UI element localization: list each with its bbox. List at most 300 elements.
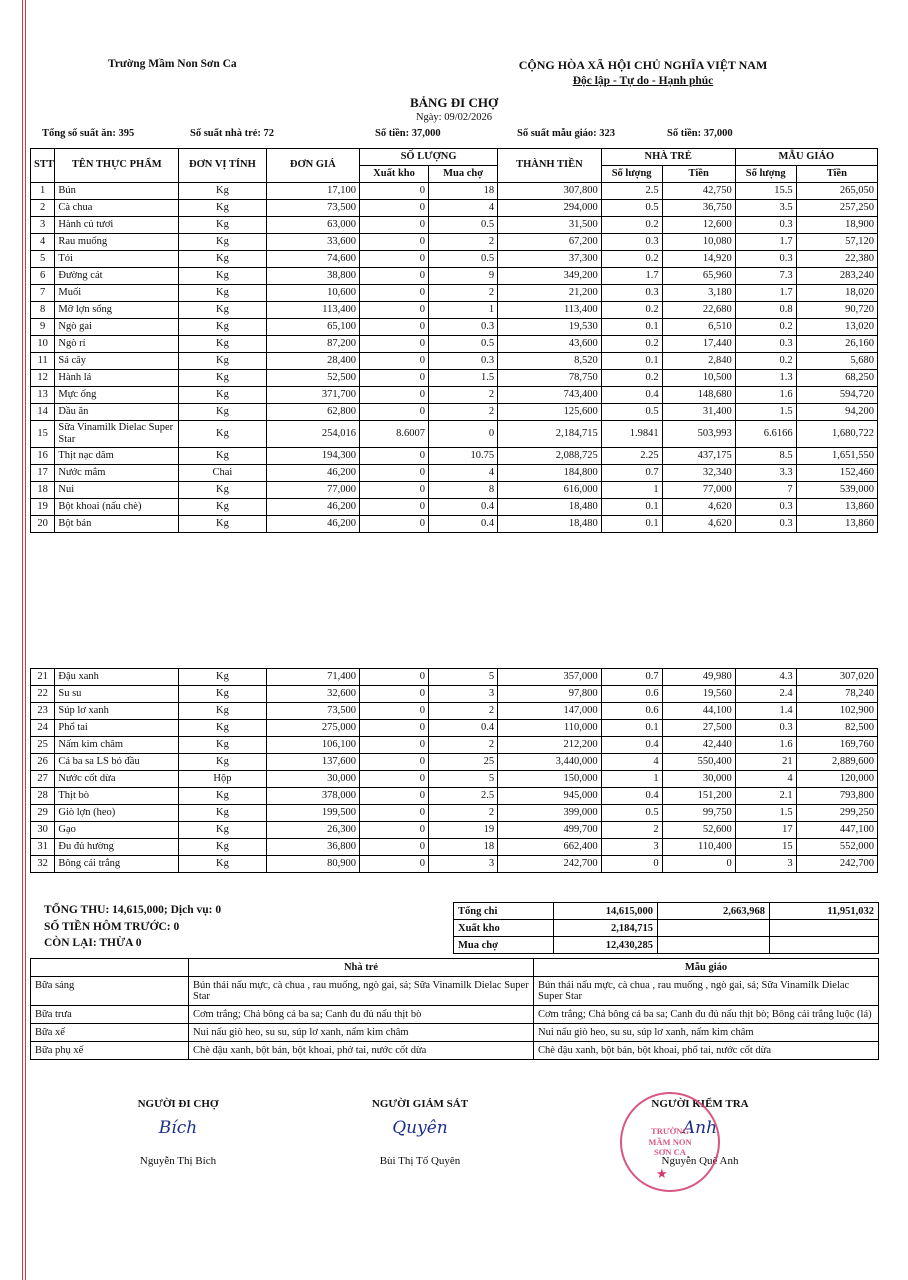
cell-unit: Kg xyxy=(179,839,266,856)
cell-qty-out: 0 xyxy=(360,788,429,805)
cell-amount: 43,600 xyxy=(498,336,602,353)
menu-row-kinder: Chè đậu xanh, bột bán, bột khoai, phổ tai, nước cốt dừa xyxy=(534,1042,879,1060)
signature-role-2: NGƯỜI GIÁM SÁT xyxy=(371,1098,469,1110)
cell-qty-out: 0 xyxy=(360,302,429,319)
cell-qty-out: 0 xyxy=(360,387,429,404)
totals-value-tongchi: 14,615,000 xyxy=(554,903,658,920)
cell-qty-buy: 25 xyxy=(429,754,498,771)
cell-kinder-money: 242,700 xyxy=(796,856,877,873)
cell-nursery-qty: 2.5 xyxy=(601,183,662,200)
stamp-line-3: SƠN CA xyxy=(654,1147,686,1158)
cell-stt: 32 xyxy=(31,856,55,873)
cell-qty-buy: 2 xyxy=(429,805,498,822)
cell-unit: Kg xyxy=(179,669,266,686)
cell-price: 71,400 xyxy=(266,669,359,686)
cell-nursery-qty: 0.7 xyxy=(601,669,662,686)
cell-kinder-money: 57,120 xyxy=(796,234,877,251)
signature-name-1: Nguyễn Thị Bích xyxy=(139,1155,217,1167)
menu-header-kinder: Mẫu giáo xyxy=(534,959,879,977)
cell-unit: Kg xyxy=(179,720,266,737)
table-row xyxy=(31,370,878,387)
cell-nursery-money: 42,440 xyxy=(662,737,735,754)
th-unit: ĐƠN VỊ TÍNH xyxy=(179,149,266,183)
cell-nursery-qty: 0.4 xyxy=(601,737,662,754)
cell-qty-buy: 8 xyxy=(429,482,498,499)
cell-nursery-money: 65,960 xyxy=(662,268,735,285)
cell-nursery-money: 12,600 xyxy=(662,217,735,234)
cell-unit: Kg xyxy=(179,856,266,873)
cell-nursery-money: 17,440 xyxy=(662,336,735,353)
cell-food-name: Bún xyxy=(55,183,179,200)
cell-qty-buy: 2.5 xyxy=(429,788,498,805)
signature-name-2: Bùi Thị Tố Quyên xyxy=(379,1155,461,1167)
cell-stt: 20 xyxy=(31,516,55,533)
cell-amount: 2,088,725 xyxy=(498,448,602,465)
table-row xyxy=(31,404,878,421)
cell-kinder-qty: 1.4 xyxy=(735,703,796,720)
table-row xyxy=(31,856,878,873)
cell-nursery-money: 99,750 xyxy=(662,805,735,822)
cell-qty-out: 0 xyxy=(360,754,429,771)
stamp-line-2: MẦM NON xyxy=(648,1136,692,1147)
cell-kinder-qty: 1.3 xyxy=(735,370,796,387)
cell-kinder-qty: 3.5 xyxy=(735,200,796,217)
th-nursery-group: NHÀ TRẺ xyxy=(601,149,735,166)
cell-kinder-qty: 2.4 xyxy=(735,686,796,703)
cell-kinder-money: 539,000 xyxy=(796,482,877,499)
menu-row-label: Bữa sáng xyxy=(31,977,189,1006)
cell-price: 46,200 xyxy=(266,465,359,482)
cell-qty-out: 0 xyxy=(360,465,429,482)
menu-row-kinder: Cơm trắng; Chả bông cá ba sa; Canh đu đủ nấu thịt bò; Bông cải trắng luộc (lá) xyxy=(534,1006,879,1024)
cell-qty-buy: 4 xyxy=(429,200,498,217)
cell-price: 87,200 xyxy=(266,336,359,353)
cell-kinder-money: 13,860 xyxy=(796,499,877,516)
menu-header-blank xyxy=(31,959,189,977)
cell-amount: 21,200 xyxy=(498,285,602,302)
menu-header-row xyxy=(31,959,879,977)
table-row xyxy=(31,686,878,703)
cell-kinder-qty: 1.5 xyxy=(735,404,796,421)
cell-amount: 3,440,000 xyxy=(498,754,602,771)
cell-qty-buy: 2 xyxy=(429,404,498,421)
cell-nursery-qty: 0.2 xyxy=(601,302,662,319)
cell-qty-out: 0 xyxy=(360,370,429,387)
cell-nursery-money: 2,840 xyxy=(662,353,735,370)
cell-nursery-money: 32,340 xyxy=(662,465,735,482)
cell-food-name: Bột khoai (nấu chè) xyxy=(55,499,179,516)
cell-qty-out: 0 xyxy=(360,805,429,822)
cell-price: 73,500 xyxy=(266,703,359,720)
cell-stt: 2 xyxy=(31,200,55,217)
cell-qty-out: 0 xyxy=(360,482,429,499)
cell-kinder-qty: 4.3 xyxy=(735,669,796,686)
cell-food-name: Phổ tai xyxy=(55,720,179,737)
cell-nursery-money: 22,680 xyxy=(662,302,735,319)
school-name: Trường Mầm Non Sơn Ca xyxy=(108,58,237,70)
cell-price: 275,000 xyxy=(266,720,359,737)
cell-qty-buy: 0.4 xyxy=(429,516,498,533)
left-margin-rule xyxy=(22,0,23,1280)
cell-nursery-money: 36,750 xyxy=(662,200,735,217)
cell-food-name: Sữa Vinamilk Dielac Super Star xyxy=(55,421,179,448)
cell-kinder-money: 257,250 xyxy=(796,200,877,217)
cell-stt: 25 xyxy=(31,737,55,754)
cell-food-name: Bột bán xyxy=(55,516,179,533)
cell-qty-out: 0 xyxy=(360,720,429,737)
cell-qty-out: 0 xyxy=(360,686,429,703)
table-row xyxy=(31,217,878,234)
cell-qty-buy: 2 xyxy=(429,234,498,251)
cell-nursery-qty: 0.2 xyxy=(601,336,662,353)
table-row xyxy=(31,805,878,822)
cell-qty-buy: 0.3 xyxy=(429,353,498,370)
cell-kinder-qty: 0.3 xyxy=(735,336,796,353)
summary-kinder-meals: Số suất mẫu giáo: 323 xyxy=(517,128,616,139)
table-row xyxy=(31,387,878,404)
cell-food-name: Ngò gai xyxy=(55,319,179,336)
previous-day-money: SỐ TIỀN HÔM TRƯỚC: 0 xyxy=(44,920,180,933)
cell-food-name: Cà chua xyxy=(55,200,179,217)
th-kinder-group: MẪU GIÁO xyxy=(735,149,877,166)
summary-nursery-meals: Số suất nhà trẻ: 72 xyxy=(190,128,275,139)
cell-price: 28,400 xyxy=(266,353,359,370)
cell-amount: 662,400 xyxy=(498,839,602,856)
table-row xyxy=(31,839,878,856)
cell-amount: 97,800 xyxy=(498,686,602,703)
cell-kinder-qty: 1.7 xyxy=(735,234,796,251)
cell-food-name: Thịt nạc dăm xyxy=(55,448,179,465)
cell-kinder-qty: 21 xyxy=(735,754,796,771)
table-row xyxy=(31,234,878,251)
cell-food-name: Đường cát xyxy=(55,268,179,285)
cell-food-name: Cá ba sa LS bỏ đầu xyxy=(55,754,179,771)
totals-label-xuatkho: Xuất kho xyxy=(454,920,554,937)
table-row xyxy=(31,737,878,754)
cell-qty-out: 0 xyxy=(360,839,429,856)
cell-stt: 29 xyxy=(31,805,55,822)
cell-kinder-qty: 0.3 xyxy=(735,251,796,268)
cell-nursery-money: 52,600 xyxy=(662,822,735,839)
cell-nursery-qty: 0.2 xyxy=(601,251,662,268)
th-stt: STT xyxy=(31,149,55,183)
cell-kinder-qty: 3 xyxy=(735,856,796,873)
cell-kinder-money: 26,160 xyxy=(796,336,877,353)
signature-mark-2: Quyên xyxy=(392,1118,448,1138)
cell-nursery-money: 110,400 xyxy=(662,839,735,856)
table-row xyxy=(31,669,878,686)
cell-nursery-qty: 3 xyxy=(601,839,662,856)
cell-kinder-qty: 0.3 xyxy=(735,217,796,234)
cell-qty-buy: 5 xyxy=(429,669,498,686)
cell-unit: Kg xyxy=(179,822,266,839)
menu-row xyxy=(31,1024,879,1042)
th-amount: THÀNH TIỀN xyxy=(498,149,602,183)
cell-amount: 37,300 xyxy=(498,251,602,268)
stamp-star-icon: ★ xyxy=(656,1166,668,1181)
cell-amount: 357,000 xyxy=(498,669,602,686)
cell-price: 46,200 xyxy=(266,516,359,533)
cell-unit: Kg xyxy=(179,217,266,234)
cell-price: 137,600 xyxy=(266,754,359,771)
cell-nursery-qty: 0.3 xyxy=(601,234,662,251)
th-qty-out: Xuất kho xyxy=(360,166,429,183)
cell-stt: 4 xyxy=(31,234,55,251)
cell-food-name: Hành củ tươi xyxy=(55,217,179,234)
cell-unit: Kg xyxy=(179,482,266,499)
cell-nursery-qty: 0.5 xyxy=(601,805,662,822)
cell-unit: Kg xyxy=(179,353,266,370)
cell-qty-buy: 5 xyxy=(429,771,498,788)
cell-amount: 147,000 xyxy=(498,703,602,720)
table-row xyxy=(31,336,878,353)
cell-kinder-qty: 7 xyxy=(735,482,796,499)
cell-qty-buy: 0.5 xyxy=(429,251,498,268)
cell-qty-out: 0 xyxy=(360,200,429,217)
cell-qty-buy: 3 xyxy=(429,856,498,873)
cell-qty-buy: 1 xyxy=(429,302,498,319)
totals-table xyxy=(453,902,878,954)
cell-qty-out: 0 xyxy=(360,353,429,370)
cell-stt: 21 xyxy=(31,669,55,686)
cell-kinder-money: 2,889,600 xyxy=(796,754,877,771)
cell-nursery-qty: 0.4 xyxy=(601,788,662,805)
cell-qty-out: 0 xyxy=(360,499,429,516)
cell-unit: Kg xyxy=(179,703,266,720)
cell-kinder-qty: 7.3 xyxy=(735,268,796,285)
menu-row-label: Bữa xế xyxy=(31,1024,189,1042)
cell-kinder-money: 18,020 xyxy=(796,285,877,302)
totals-label-muacho: Mua chợ xyxy=(454,937,554,954)
cell-qty-buy: 2 xyxy=(429,703,498,720)
cell-qty-buy: 9 xyxy=(429,268,498,285)
cell-kinder-money: 169,760 xyxy=(796,737,877,754)
cell-unit: Kg xyxy=(179,499,266,516)
cell-nursery-money: 10,500 xyxy=(662,370,735,387)
cell-qty-out: 0 xyxy=(360,448,429,465)
cell-amount: 242,700 xyxy=(498,856,602,873)
cell-stt: 22 xyxy=(31,686,55,703)
totals-value-muacho: 12,430,285 xyxy=(554,937,658,954)
cell-amount: 110,000 xyxy=(498,720,602,737)
cell-qty-out: 0 xyxy=(360,822,429,839)
stamp-line-1: TRƯỜNG xyxy=(651,1126,689,1137)
cell-nursery-qty: 1 xyxy=(601,771,662,788)
cell-unit: Kg xyxy=(179,421,266,448)
cell-nursery-money: 44,100 xyxy=(662,703,735,720)
cell-unit: Kg xyxy=(179,302,266,319)
cell-food-name: Thịt bò xyxy=(55,788,179,805)
cell-nursery-qty: 2 xyxy=(601,822,662,839)
cell-price: 62,800 xyxy=(266,404,359,421)
cell-stt: 13 xyxy=(31,387,55,404)
cell-stt: 17 xyxy=(31,465,55,482)
remaining-money: CÒN LẠI: THỪA 0 xyxy=(44,937,142,950)
cell-amount: 743,400 xyxy=(498,387,602,404)
totals-blank-1 xyxy=(658,920,770,937)
table-row xyxy=(31,720,878,737)
totals-row-tongchi xyxy=(454,903,879,920)
food-table-part2 xyxy=(30,668,878,873)
cell-stt: 1 xyxy=(31,183,55,200)
cell-nursery-money: 31,400 xyxy=(662,404,735,421)
cell-qty-out: 0 xyxy=(360,285,429,302)
cell-kinder-qty: 6.6166 xyxy=(735,421,796,448)
document-date: Ngày: 09/02/2026 xyxy=(415,112,493,123)
cell-amount: 19,530 xyxy=(498,319,602,336)
official-stamp xyxy=(620,1092,720,1192)
cell-amount: 184,800 xyxy=(498,465,602,482)
table-row xyxy=(31,251,878,268)
cell-nursery-qty: 2.25 xyxy=(601,448,662,465)
cell-unit: Kg xyxy=(179,285,266,302)
table-row xyxy=(31,754,878,771)
totals-kinder-tongchi: 11,951,032 xyxy=(770,903,879,920)
cell-stt: 31 xyxy=(31,839,55,856)
cell-stt: 11 xyxy=(31,353,55,370)
signature-mark-3: Anh xyxy=(682,1118,718,1138)
cell-nursery-money: 0 xyxy=(662,856,735,873)
cell-kinder-money: 552,000 xyxy=(796,839,877,856)
cell-price: 77,000 xyxy=(266,482,359,499)
cell-nursery-money: 19,560 xyxy=(662,686,735,703)
cell-qty-out: 0 xyxy=(360,669,429,686)
cell-kinder-qty: 17 xyxy=(735,822,796,839)
cell-amount: 2,184,715 xyxy=(498,421,602,448)
cell-kinder-qty: 0.3 xyxy=(735,499,796,516)
cell-kinder-qty: 15 xyxy=(735,839,796,856)
table-row xyxy=(31,822,878,839)
cell-unit: Kg xyxy=(179,234,266,251)
cell-amount: 8,520 xyxy=(498,353,602,370)
cell-qty-out: 0 xyxy=(360,319,429,336)
menu-row-label: Bữa phụ xế xyxy=(31,1042,189,1060)
national-motto: Độc lập - Tự do - Hạnh phúc xyxy=(572,75,714,87)
cell-kinder-money: 90,720 xyxy=(796,302,877,319)
cell-stt: 3 xyxy=(31,217,55,234)
cell-price: 106,100 xyxy=(266,737,359,754)
cell-food-name: Nước mắm xyxy=(55,465,179,482)
cell-kinder-qty: 8.5 xyxy=(735,448,796,465)
cell-unit: Kg xyxy=(179,387,266,404)
th-qty-group: SỐ LƯỢNG xyxy=(360,149,498,166)
table-row xyxy=(31,183,878,200)
cell-qty-out: 8.6007 xyxy=(360,421,429,448)
signature-role-3: NGƯỜI KIỂM TRA xyxy=(651,1098,749,1110)
cell-stt: 9 xyxy=(31,319,55,336)
food-table-part1 xyxy=(30,148,878,533)
cell-unit: Kg xyxy=(179,183,266,200)
cell-price: 10,600 xyxy=(266,285,359,302)
cell-qty-buy: 10.75 xyxy=(429,448,498,465)
table-row xyxy=(31,482,878,499)
cell-amount: 67,200 xyxy=(498,234,602,251)
signature-mark-1: Bích xyxy=(158,1118,198,1138)
cell-nursery-qty: 0.7 xyxy=(601,465,662,482)
cell-food-name: Nui xyxy=(55,482,179,499)
cell-stt: 14 xyxy=(31,404,55,421)
cell-qty-buy: 2 xyxy=(429,387,498,404)
cell-qty-buy: 4 xyxy=(429,465,498,482)
cell-nursery-qty: 0.3 xyxy=(601,285,662,302)
cell-nursery-qty: 0 xyxy=(601,856,662,873)
cell-price: 73,500 xyxy=(266,200,359,217)
cell-food-name: Hành lá xyxy=(55,370,179,387)
th-nursery-qty: Số lượng xyxy=(601,166,662,183)
left-totals-block xyxy=(44,902,221,952)
totals-blank-2 xyxy=(770,920,879,937)
cell-kinder-qty: 2.1 xyxy=(735,788,796,805)
cell-nursery-money: 77,000 xyxy=(662,482,735,499)
cell-price: 26,300 xyxy=(266,822,359,839)
cell-qty-out: 0 xyxy=(360,234,429,251)
cell-kinder-money: 120,000 xyxy=(796,771,877,788)
cell-nursery-qty: 0.6 xyxy=(601,686,662,703)
table-row xyxy=(31,268,878,285)
totals-label-tongchi: Tổng chi xyxy=(454,903,554,920)
menu-row-nursery: Cơm trắng; Chả bông cá ba sa; Canh đu đủ nấu thịt bò xyxy=(189,1006,534,1024)
cell-amount: 399,000 xyxy=(498,805,602,822)
cell-qty-out: 0 xyxy=(360,268,429,285)
cell-food-name: Su su xyxy=(55,686,179,703)
cell-qty-out: 0 xyxy=(360,516,429,533)
cell-nursery-qty: 0.6 xyxy=(601,703,662,720)
cell-unit: Kg xyxy=(179,336,266,353)
cell-amount: 616,000 xyxy=(498,482,602,499)
cell-qty-buy: 2 xyxy=(429,737,498,754)
menu-row xyxy=(31,1042,879,1060)
summary-nursery-money: Số tiền: 37,000 xyxy=(375,128,441,139)
cell-kinder-money: 152,460 xyxy=(796,465,877,482)
cell-price: 80,900 xyxy=(266,856,359,873)
cell-food-name: Tỏi xyxy=(55,251,179,268)
th-price: ĐƠN GIÁ xyxy=(266,149,359,183)
cell-kinder-money: 102,900 xyxy=(796,703,877,720)
cell-amount: 945,000 xyxy=(498,788,602,805)
cell-amount: 18,480 xyxy=(498,516,602,533)
table-row xyxy=(31,302,878,319)
cell-kinder-money: 94,200 xyxy=(796,404,877,421)
cell-nursery-qty: 0.1 xyxy=(601,516,662,533)
cell-qty-buy: 0.4 xyxy=(429,720,498,737)
cell-kinder-money: 68,250 xyxy=(796,370,877,387)
cell-qty-out: 0 xyxy=(360,771,429,788)
cell-nursery-qty: 0.5 xyxy=(601,200,662,217)
table-row xyxy=(31,200,878,217)
cell-unit: Chai xyxy=(179,465,266,482)
cell-qty-out: 0 xyxy=(360,404,429,421)
cell-nursery-qty: 1.9841 xyxy=(601,421,662,448)
cell-stt: 15 xyxy=(31,421,55,448)
cell-kinder-money: 447,100 xyxy=(796,822,877,839)
table-header-row-1 xyxy=(31,149,878,166)
cell-stt: 19 xyxy=(31,499,55,516)
cell-qty-buy: 18 xyxy=(429,839,498,856)
cell-nursery-money: 27,500 xyxy=(662,720,735,737)
cell-unit: Kg xyxy=(179,200,266,217)
table-row xyxy=(31,465,878,482)
cell-price: 65,100 xyxy=(266,319,359,336)
cell-stt: 12 xyxy=(31,370,55,387)
cell-kinder-qty: 3.3 xyxy=(735,465,796,482)
cell-price: 32,600 xyxy=(266,686,359,703)
cell-amount: 212,200 xyxy=(498,737,602,754)
table-row xyxy=(31,319,878,336)
cell-kinder-money: 13,860 xyxy=(796,516,877,533)
cell-kinder-money: 1,651,550 xyxy=(796,448,877,465)
cell-amount: 113,400 xyxy=(498,302,602,319)
cell-stt: 10 xyxy=(31,336,55,353)
